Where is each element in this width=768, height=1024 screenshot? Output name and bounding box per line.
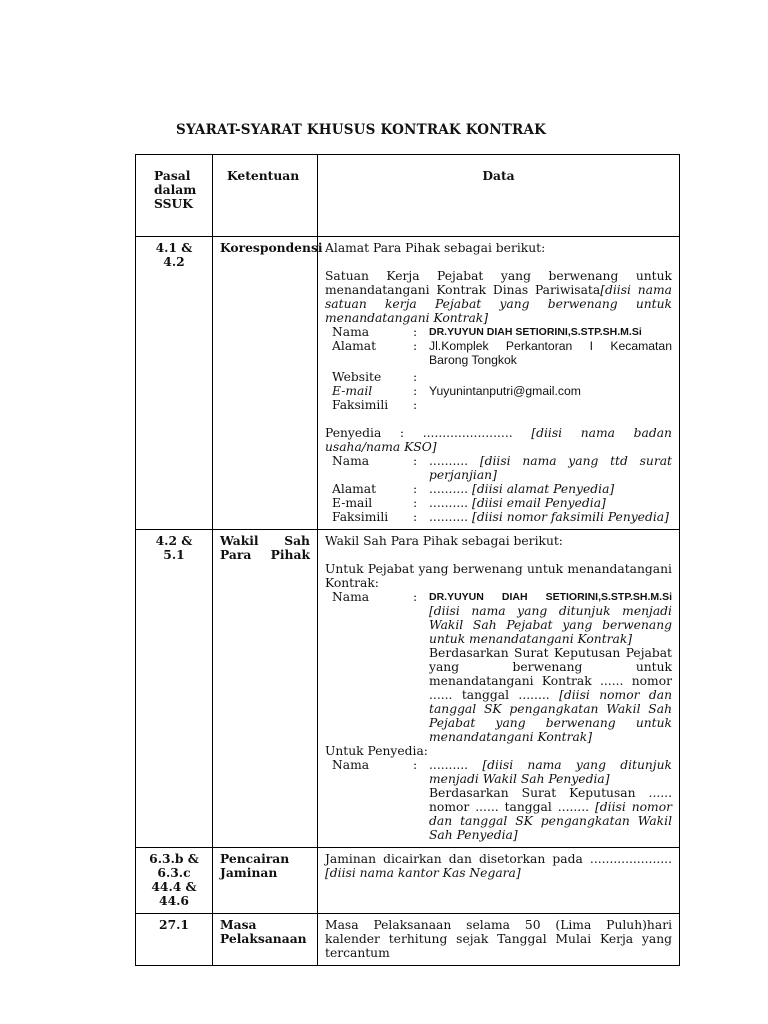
ketentuan-cell: Wakil Sah Para Pihak	[213, 530, 318, 848]
penyedia-field-faksimili: Faksimili : .......... [diisi nomor faksimili Penyedia]	[332, 510, 669, 524]
table-row	[136, 237, 680, 530]
penyedia-intro: Untuk Penyedia:	[325, 744, 428, 758]
wakil-penyedia-nama: Nama : .......... [diisi nama yang ditunjuk menjadi Wakil Sah Penyedia] Berdasarkan Surat Keputusan ...... nomor ...... tanggal ........ [diisi nomor dan tanggal SK pengangkatan Wakil Sah Penyedia]	[332, 758, 672, 842]
ketentuan-cell: Masa Pelaksanaan	[213, 914, 318, 966]
header-data: Data	[318, 155, 680, 237]
penyedia-field-nama: Nama : .......... [diisi nama yang ttd surat perjanjian]	[332, 454, 672, 482]
table-header-row	[136, 155, 680, 237]
intro-text: Alamat Para Pihak sebagai berikut:	[325, 241, 546, 255]
ketentuan-cell: Pencairan Jaminan	[213, 848, 318, 914]
table-row	[136, 530, 680, 848]
header-ketentuan: Ketentuan	[213, 155, 318, 237]
data-cell: Jaminan dicairkan dan disetorkan pada ..................... [diisi nama kantor Kas Negara]	[318, 848, 680, 914]
penyedia-field-alamat: Alamat : .......... [diisi alamat Penyedia]	[332, 482, 615, 496]
page-title: SYARAT-SYARAT KHUSUS KONTRAK KONTRAK	[176, 122, 547, 138]
field-email: E-mail : Yuyunintanputri@gmail.com	[332, 384, 581, 398]
ssuk-table	[135, 154, 680, 966]
table-row	[136, 914, 680, 966]
ketentuan-cell: Korespondensi	[213, 237, 318, 530]
pejabat-intro: Untuk Pejabat yang berwenang untuk menandatangani Kontrak:	[325, 562, 672, 590]
field-website: Website :	[332, 370, 418, 384]
field-faksimili: Faksimili :	[332, 398, 418, 412]
data-cell	[318, 237, 680, 530]
pasal-cell: 4.1 & 4.2	[136, 237, 213, 530]
intro-text: Wakil Sah Para Pihak sebagai berikut:	[325, 534, 563, 548]
table-row	[136, 848, 680, 914]
penyedia-field-email: E-mail : .......... [diisi email Penyedia]	[332, 496, 606, 510]
pasal-cell: 4.2 & 5.1	[136, 530, 213, 848]
field-alamat: Alamat : Jl.Komplek Perkantoran I Kecamatan Barong Tongkok	[332, 339, 672, 367]
data-cell: Masa Pelaksanaan selama 50 (Lima Puluh)hari kalender terhitung sejak Tanggal Mulai Kerja yang tercantum	[318, 914, 680, 966]
data-cell	[318, 530, 680, 848]
pasal-cell: 6.3.b & 6.3.c 44.4 & 44.6	[136, 848, 213, 914]
penyedia-text: Penyedia : ....................... [diisi nama badan usaha/nama KSO]	[325, 426, 672, 454]
pasal-cell: 27.1	[136, 914, 213, 966]
header-pasal: Pasal dalam SSUK	[136, 155, 213, 237]
satuan-kerja-text: Satuan Kerja Pejabat yang berwenang untuk menandatangani Kontrak Dinas Pariwisata[diisi nama satuan kerja Pejabat yang berwenang untuk menandatangani Kontrak]	[325, 269, 672, 325]
field-nama: Nama : DR.YUYUN DIAH SETIORINI,S.STP.SH.M.Si	[332, 325, 642, 339]
wakil-pejabat-nama: Nama : DR.YUYUN DIAH SETIORINI,S.STP.SH.M.Si [diisi nama yang ditunjuk menjadi Wakil Sah Pejabat yang berwenang untuk menandatangani Kontrak] Berdasarkan Surat Keputusan Pejabat yang berwenang untuk menandatangani Kontrak ...... nomor ...... tanggal ........ [diisi nomor dan tanggal SK pengangkatan Wakil Sah Pejabat yang berwenang untuk menandatangani Kontrak]	[332, 590, 672, 744]
